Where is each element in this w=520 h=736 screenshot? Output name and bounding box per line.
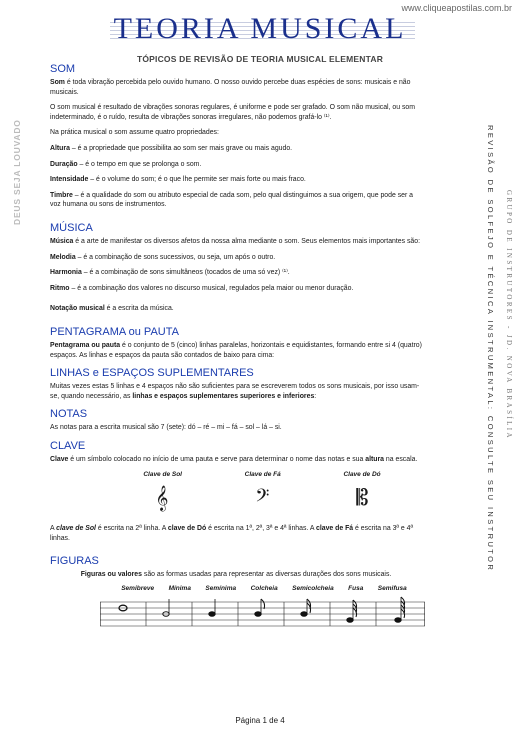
figure-label: Semibreve: [121, 584, 155, 592]
figure-label: Semifusa: [377, 584, 407, 592]
figure-label: Semínima: [205, 584, 237, 592]
figure-label: Fusa: [348, 584, 364, 592]
figure-labels: [114, 584, 414, 594]
paragraph: Muitas vezes estas 5 linhas e 4 espaços não são suficientes para se escreverem todos os sons musicais, por isso usam-se, quando necessário, as linhas e espaços suplementares superiores e inferiores:: [50, 383, 420, 400]
paragraph-clave-positions: A clave de Sol é escrita na 2ª linha. A clave de Dó é escrita na 1ª, 2ª, 3ª e 4ª linhas. A clave de Fá é escrita na 3ª e 4ª linhas.: [50, 525, 414, 542]
section-heading-figuras: FIGURAS: [50, 555, 99, 568]
section-heading-linhas: LINHAS e ESPAÇOS SUPLEMENTARES: [50, 367, 254, 380]
section-heading-musica: MÚSICA: [50, 221, 93, 234]
side-text-right: REVISÃO DE SOLFEJO E TÉCNICA INSTRUMENTAL: CONSULTE SEU INSTRUTOR: [486, 125, 495, 573]
element-melodia: Melodia – é a combinação de sons sucessivos, ou seja, um após o outro.: [50, 253, 276, 261]
paragraph: O som musical é resultado de vibrações sonoras regulares, é uniforme e pode ser grafado. O som não musical, ou som indeterminado, é o ruído, resulta de vibrações sonoras irregulares, não podemos grafá-lo ⁽¹⁾.: [50, 104, 415, 121]
fusa-icon: [347, 600, 357, 622]
site-url[interactable]: www.cliqueapostilas.com.br: [401, 3, 512, 13]
paragraph: Figuras ou valores são as formas usadas para representar as diversas durações dos sons musicais.: [80, 571, 392, 579]
bass-clef-icon: 𝄢: [255, 486, 270, 512]
property-intensidade: Intensidade – é o volume do som; é o que lhe permite ser mais forte ou mais fraco.: [50, 176, 306, 184]
property-altura: Altura – é a propriedade que possibilita ao som ser mais grave ou mais agudo.: [50, 144, 293, 152]
figure-label: Colcheia: [250, 584, 278, 592]
figure-label: Semicolcheia: [292, 584, 334, 592]
semifusa-icon: [395, 597, 405, 622]
page-number: Página 1 de 4: [235, 716, 285, 725]
section-heading-pentagrama: PENTAGRAMA ou PAUTA: [50, 325, 179, 338]
property-timbre: Timbre – é a qualidade do som ou atributo especial de cada som, pelo qual distinguimos a sua origem, que pode ser a voz humana ou sons de instrumentos.: [50, 191, 414, 209]
clef-label-fa: Clave de Fá: [244, 471, 281, 479]
clef-label-sol: Clave de Sol: [143, 471, 182, 479]
paragraph-notacao: Notação musical é a escrita da música.: [50, 305, 174, 313]
treble-clef-icon: 𝄞: [155, 486, 169, 512]
section-heading-clave: CLAVE: [50, 439, 86, 452]
alto-clef-icon: 𝄡: [356, 486, 369, 512]
paragraph: Na prática musical o som assume quatro propriedades:: [50, 129, 219, 137]
paragraph: As notas para a escrita musical são 7 (sete): dó – ré – mi – fá – sol – lá – si.: [50, 424, 282, 432]
element-ritmo: Ritmo – é a combinação dos valores no discurso musical, regulados pela maior ou menor duração.: [50, 284, 354, 292]
seminima-icon: [209, 599, 215, 616]
clef-label-do: Clave de Dó: [343, 471, 381, 479]
section-heading-som: SOM: [50, 63, 76, 75]
side-text-right-group: GRUPO DE INSTRUTORES - JD. NOVA BRASÍLIA: [505, 190, 513, 440]
paragraph: Música é a arte de manifestar os diversos afetos da nossa alma mediante o som. Seus elementos mais importantes são:: [50, 237, 420, 245]
element-harmonia: Harmonia – é a combinação de sons simultâneos (tocados de uma só vez) ⁽¹⁾.: [50, 269, 290, 277]
clef-labels: [112, 470, 412, 480]
figure-label: Mínima: [168, 584, 191, 592]
page-subtitle: TÓPICOS DE REVISÃO DE TEORIA MUSICAL ELEMENTAR: [136, 54, 384, 64]
note-values-staff: [100, 596, 425, 634]
clef-symbols: [112, 482, 412, 516]
property-duracao: Duração – é o tempo em que se prolonga o som.: [50, 160, 202, 168]
page-title: TEORIA MUSICAL: [113, 12, 407, 45]
paragraph: Som é toda vibração percebida pelo ouvido humano. O nosso ouvido percebe duas espécies de sons: musicais e não musicais.: [50, 79, 411, 96]
side-text-left: DEUS SEJA LOUVADO: [12, 119, 22, 225]
main-content: [50, 62, 422, 634]
paragraph: Clave é um símbolo colocado no início de uma pauta e serve para determinar o nome das notas e sua altura na escala.: [50, 455, 418, 463]
section-heading-notas: NOTAS: [50, 408, 88, 421]
paragraph: Pentagrama ou pauta é o conjunto de 5 (cinco) linhas paralelas, horizontais e equidistantes, formando entre si 4 (quatro) espaços. As linhas e espaços da pauta são contados de baixo para cima:: [50, 341, 422, 359]
